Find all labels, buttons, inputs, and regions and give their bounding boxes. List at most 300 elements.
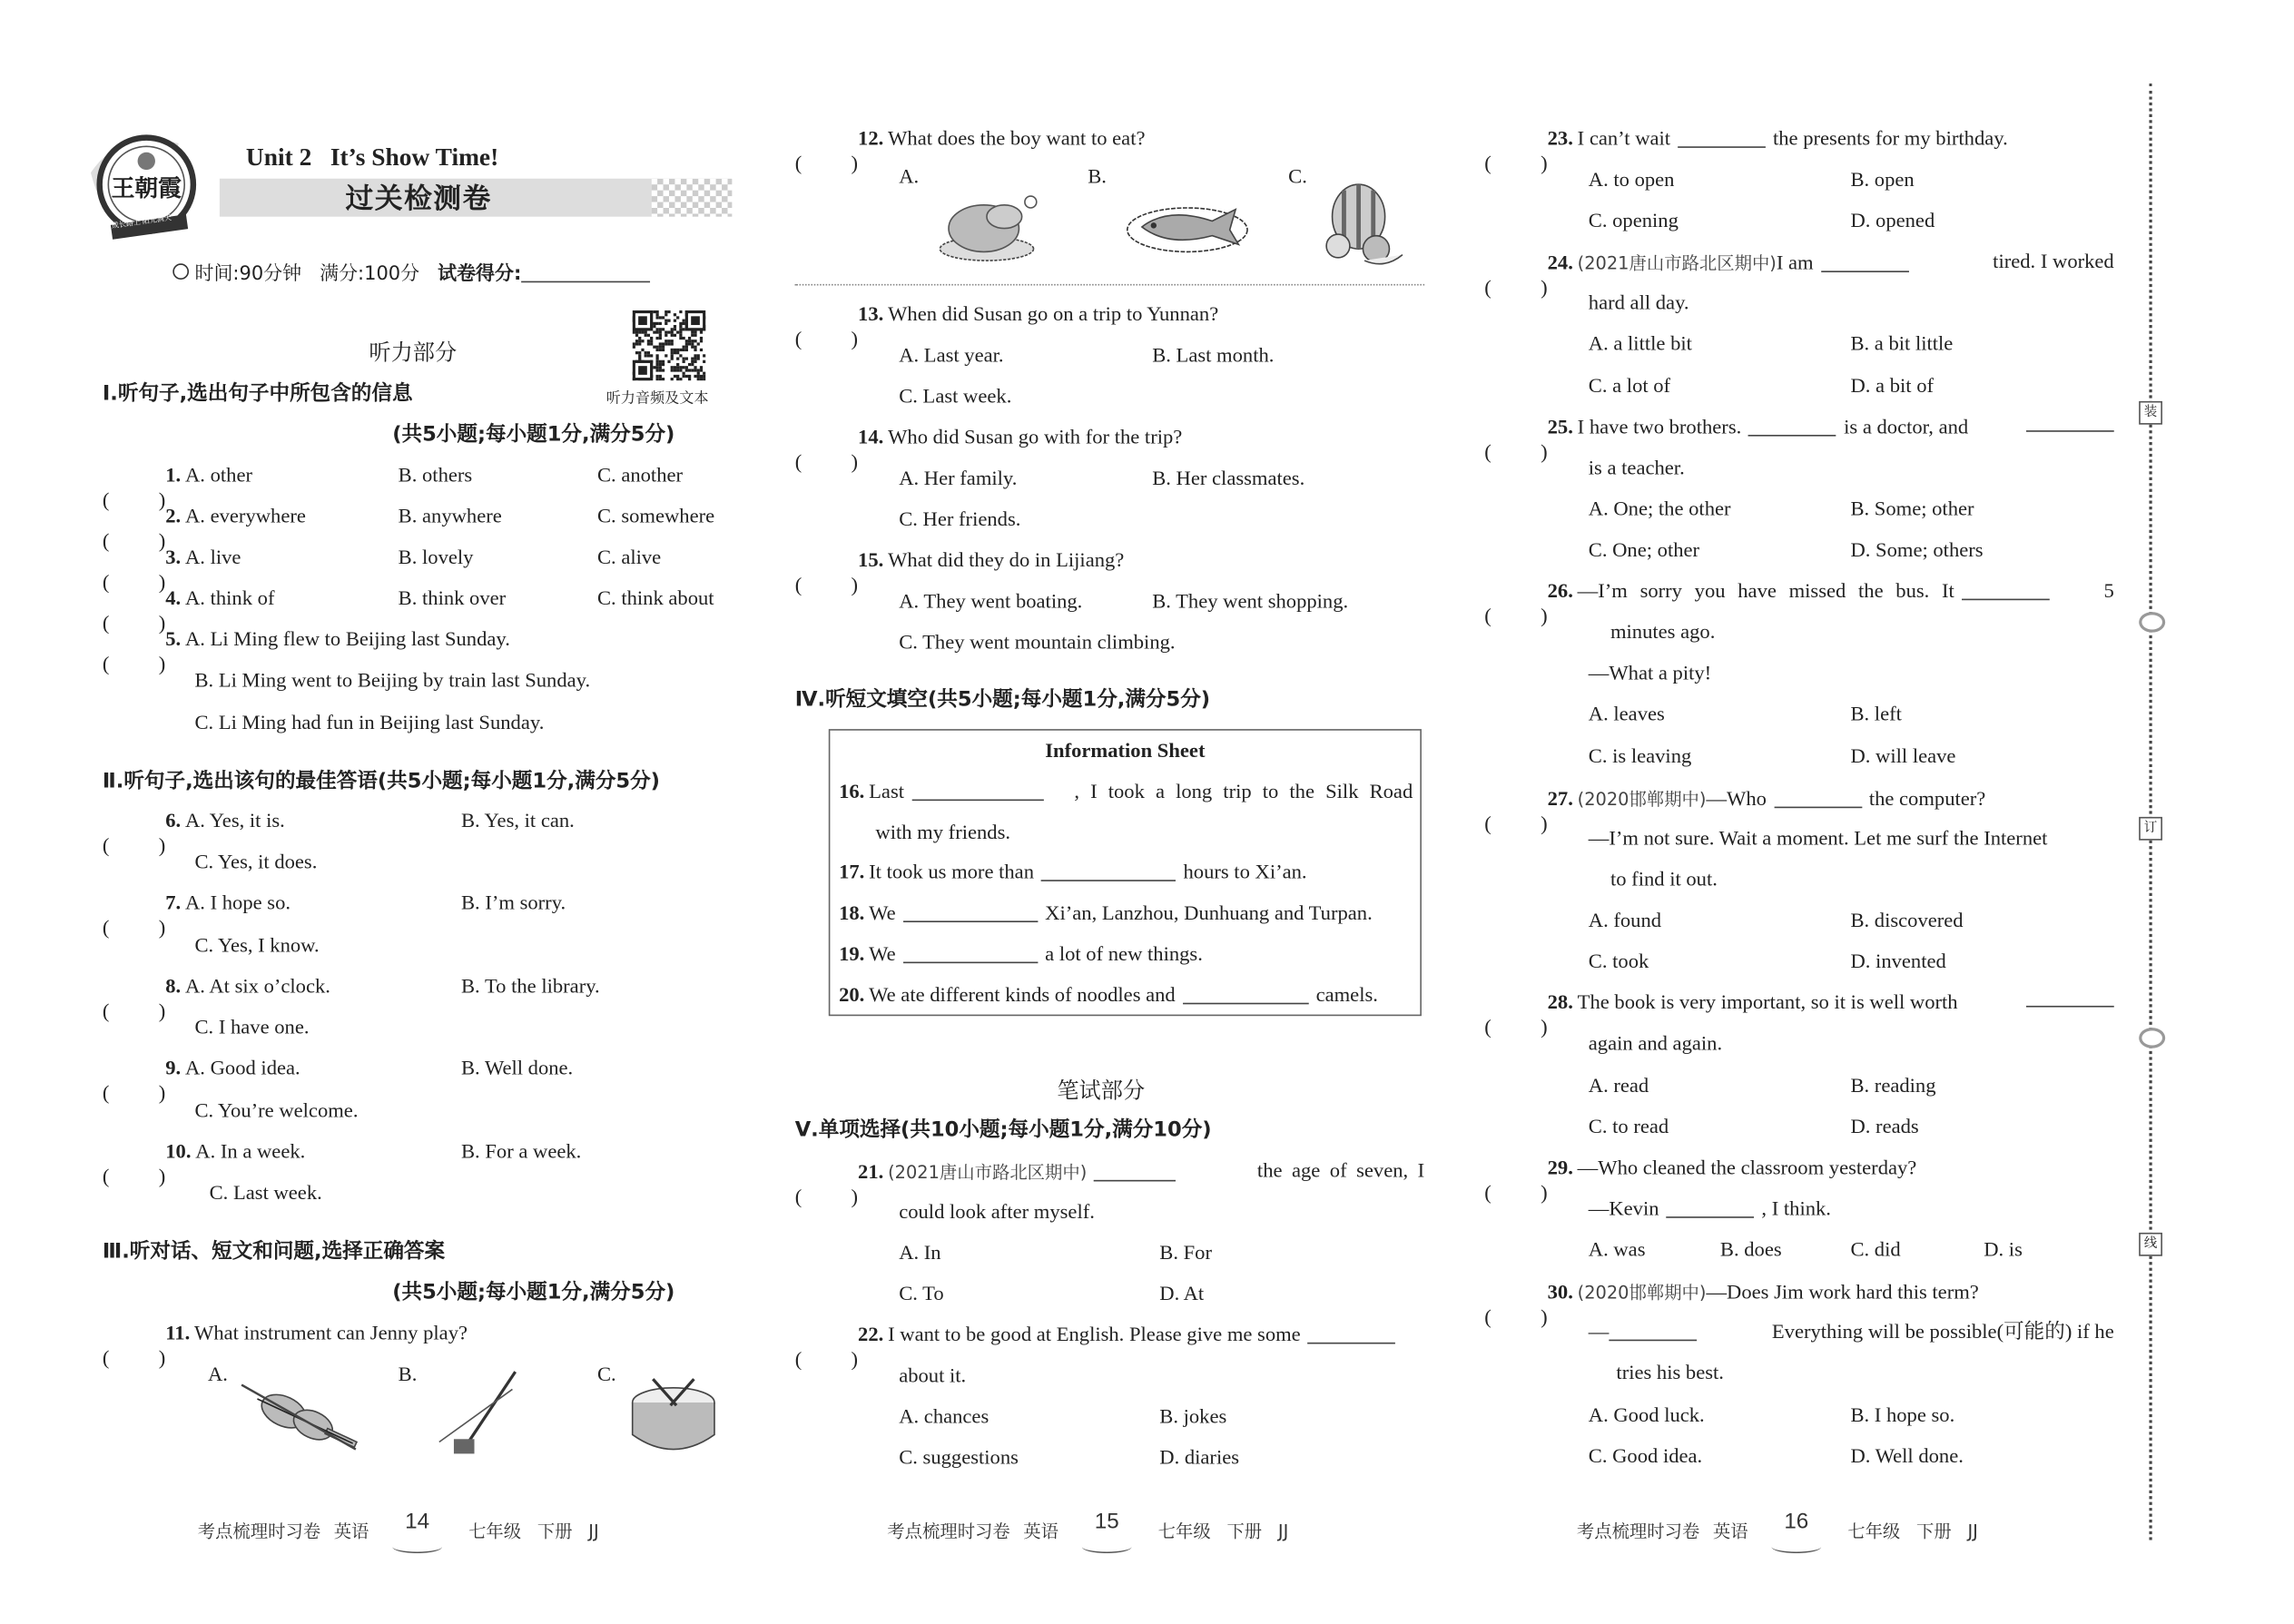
time-limit: 时间:90分钟 (194, 263, 302, 286)
blank-16 (839, 773, 1413, 814)
option-b: B. Yes, it can. (461, 811, 575, 833)
qr-module (659, 337, 662, 340)
qr-module (638, 337, 641, 340)
qr-module (647, 342, 650, 345)
answer-blank[interactable] (1774, 784, 1862, 808)
qr-module (679, 330, 682, 333)
qr-module (655, 378, 658, 380)
sentence-part: I want to be good at English. Please give me some (888, 1324, 1301, 1347)
qr-module (638, 351, 641, 354)
question-text: When did Susan go on a trip to Yunnan? (888, 304, 1219, 327)
question-3 (103, 538, 732, 579)
question-number: 15. (858, 550, 884, 573)
qr-module (655, 316, 658, 319)
question-number: 4. (165, 588, 182, 611)
answer-blank[interactable] (1962, 576, 2050, 600)
option-c: C. a lot of (1588, 376, 1671, 399)
option-a: A. found (1588, 910, 1662, 933)
option-a: A. other (185, 465, 253, 488)
qr-module (683, 322, 685, 325)
blank-19 (839, 936, 1203, 977)
dialogue-reply (1589, 1190, 1831, 1231)
qr-module (685, 369, 688, 371)
qr-module (647, 334, 650, 337)
option-a: A. I hope so. (185, 892, 291, 915)
question-number: 5. (165, 629, 182, 652)
option-d: D. is (1984, 1239, 2023, 1263)
sentence-continuation: with my friends. (875, 822, 1011, 845)
option-a: A. In (899, 1243, 941, 1265)
option-a: A. to open (1588, 170, 1675, 192)
edition: JJ (1967, 1521, 1978, 1542)
subject: 英语 (333, 1521, 369, 1542)
dialogue-reply (1589, 1314, 2114, 1354)
sentence-part: I am (1776, 252, 1814, 276)
option-b: B. I’m sorry. (461, 892, 566, 915)
qr-module (659, 334, 662, 337)
question-number: 7. (165, 892, 182, 915)
option-a: A. Li Ming flew to Beijing last Sunday. (185, 629, 510, 652)
question-number: 25. (1547, 417, 1573, 439)
qr-module (703, 360, 705, 363)
option-b-label: B. (1088, 166, 1107, 190)
qr-module (655, 369, 658, 371)
option-c: C. Yes, I know. (194, 935, 320, 958)
qr-module (694, 346, 696, 349)
sentence-continuation: hard all day. (1588, 292, 1689, 315)
sentence-part: The book is very important, so it is well worth (1577, 992, 1958, 1015)
qr-module (665, 310, 667, 313)
option-c: C. think about (596, 588, 714, 611)
option-c: C. another (596, 465, 684, 488)
qr-module (659, 330, 662, 333)
qr-module (674, 349, 676, 351)
sentence-part: Last (869, 782, 905, 804)
logo-slogan: 成长路上 阳光满天 (111, 215, 172, 231)
qr-module (655, 360, 658, 363)
sentence-part: We (869, 944, 896, 967)
qr-module (700, 337, 703, 340)
qr-module (674, 375, 676, 378)
option-a: A. Good luck. (1588, 1405, 1705, 1428)
sentence-part: tired. I worked (1993, 251, 2114, 274)
option-c: C. somewhere (596, 506, 715, 529)
qr-module (700, 366, 703, 369)
qr-module (641, 330, 644, 333)
option-b: B. Her classmates. (1152, 468, 1305, 491)
qr-module (679, 328, 682, 330)
option-c: C. One; other (1588, 540, 1700, 563)
qr-module (650, 337, 653, 340)
page-number-ornament (1082, 1540, 1132, 1554)
term: 下册 (1916, 1521, 1952, 1542)
answer-blank[interactable] (1609, 1317, 1697, 1341)
qr-module (659, 366, 662, 369)
qr-module (683, 366, 685, 369)
qr-module (665, 340, 667, 342)
qr-module (633, 330, 635, 333)
qr-module (688, 340, 691, 342)
option-a: A. In a week. (195, 1141, 306, 1165)
question-number: 3. (165, 547, 182, 570)
qr-module (650, 354, 653, 357)
qr-module (676, 363, 679, 366)
qr-module (674, 325, 676, 328)
qr-module (683, 349, 685, 351)
qr-module (700, 378, 703, 380)
sentence-continuation: tries his best. (1616, 1363, 1724, 1385)
qr-module (659, 378, 662, 380)
option-c: C. alive (596, 547, 662, 570)
option-a: A. think of (185, 588, 275, 611)
qr-module (655, 328, 658, 330)
qr-module (671, 330, 674, 333)
qr-module (635, 351, 638, 354)
option-a: A. Last year. (899, 345, 1004, 368)
sentence-part: the presents for my birthday. (1772, 128, 2008, 152)
qr-module (662, 363, 665, 366)
question-number: 14. (858, 427, 884, 450)
answer-blank[interactable] (1094, 1158, 1176, 1182)
binding-line (2149, 84, 2151, 1540)
qr-module (655, 363, 658, 366)
qr-module (671, 354, 674, 357)
question-number: 13. (858, 304, 884, 327)
edition: JJ (1277, 1521, 1289, 1542)
binding-emblem-icon (2139, 1028, 2165, 1048)
qr-module (633, 346, 635, 349)
answer-blank[interactable] (903, 940, 1038, 963)
qr-module (683, 372, 685, 375)
qr-module (685, 346, 688, 349)
qr-module (665, 342, 667, 345)
section-3-points: (共5小题;每小题1分,满分5分) (392, 1281, 675, 1304)
sheet-title: Information Sheet (1045, 741, 1206, 763)
qr-module (676, 369, 679, 371)
sentence-part: Everything will be possible(可能的) if he (1771, 1322, 2114, 1344)
question-text: Who did Susan go with for the trip? (888, 427, 1183, 450)
qr-module (662, 316, 665, 319)
option-a: A. was (1588, 1239, 1646, 1263)
page-number-ornament (1771, 1540, 1821, 1554)
qr-module (691, 363, 694, 366)
qr-module (659, 349, 662, 351)
qr-module (688, 375, 691, 378)
qr-module (679, 322, 682, 325)
question-26 (1484, 573, 2113, 614)
blank-20 (839, 977, 1378, 1018)
qr-module (671, 349, 674, 351)
qr-module (638, 330, 641, 333)
qr-module (674, 369, 676, 371)
qr-module (655, 375, 658, 378)
qr-module (676, 357, 679, 359)
qr-module (635, 340, 638, 342)
option-d: D. Well done. (1850, 1446, 1964, 1469)
book-name: 考点梳理时习卷 (1576, 1521, 1700, 1542)
option-a: A. leaves (1588, 704, 1665, 726)
page-number: 16 (1784, 1509, 1809, 1535)
brand-logo (91, 129, 211, 246)
question-number: 12. (858, 128, 884, 152)
qr-module (688, 342, 691, 345)
qr-module (694, 357, 696, 359)
answer-blank[interactable] (1667, 1195, 1755, 1218)
qr-module (697, 357, 700, 359)
option-c: C. to read (1588, 1117, 1669, 1139)
question-number: 16. (839, 782, 865, 804)
qr-module (683, 360, 685, 363)
qr-caption: 听力音频及文本 (605, 390, 709, 408)
sentence-part: —Who cleaned the classroom yesterday? (1577, 1157, 1917, 1180)
option-c: C. opening (1588, 211, 1679, 233)
question-8 (103, 968, 732, 1009)
qr-module (662, 328, 665, 330)
grade: 七年级 (468, 1521, 522, 1542)
page-number-ornament (392, 1540, 442, 1554)
qr-module (676, 316, 679, 319)
answer-blank[interactable] (1308, 1321, 1396, 1344)
qr-module (638, 342, 641, 345)
option-c: C. Good idea. (1588, 1446, 1703, 1469)
qr-module (659, 360, 662, 363)
option-c: C. Her friends. (899, 509, 1021, 532)
qr-module (685, 340, 688, 342)
question-number: 23. (1547, 128, 1573, 152)
qr-module (700, 340, 703, 342)
sentence-continuation: could look after myself. (899, 1202, 1095, 1225)
qr-module (691, 360, 694, 363)
question-28 (1484, 984, 2113, 1025)
qr-module (694, 354, 696, 357)
qr-module (653, 330, 655, 333)
option-b: B. For (1159, 1243, 1212, 1265)
qr-module (655, 357, 658, 359)
answer-blank[interactable] (903, 899, 1038, 922)
qr-module (662, 346, 665, 349)
sentence-continuation: again and again. (1588, 1033, 1723, 1056)
qr-module (667, 310, 670, 313)
option-a: A. live (185, 547, 241, 570)
qr-module (685, 357, 688, 359)
binding-emblem-icon (2139, 612, 2165, 633)
option-d: D. reads (1850, 1117, 1919, 1139)
qr-module (667, 340, 670, 342)
qr-module (703, 375, 705, 378)
option-d: D. At (1159, 1284, 1205, 1306)
qr-module (645, 354, 647, 357)
option-d: D. invented (1850, 951, 1946, 974)
option-b-label: B. (398, 1364, 418, 1387)
question-6 (103, 802, 732, 843)
qr-module (694, 366, 696, 369)
option-a: A. chances (899, 1406, 989, 1429)
qr-module (683, 375, 685, 378)
book-name: 考点梳理时习卷 (197, 1521, 321, 1542)
qr-module (674, 328, 676, 330)
sentence-part: Xi’an, Lanzhou, Dunhuang and Turpan. (1045, 903, 1373, 926)
option-b: B. They went shopping. (1152, 591, 1349, 614)
qr-module (655, 366, 658, 369)
binding-label: 线 (2139, 1233, 2162, 1256)
question-30 (1484, 1272, 1979, 1313)
option-c: C. You’re welcome. (194, 1100, 359, 1123)
option-c: C. suggestions (899, 1447, 1019, 1471)
answer-blank[interactable] (1678, 124, 1766, 148)
score-input[interactable] (521, 259, 650, 282)
option-c: C. Yes, it does. (194, 851, 318, 874)
qr-module (685, 342, 688, 345)
question-13 (795, 296, 1219, 337)
qr-module (688, 337, 691, 340)
option-c: C. Li Ming had fun in Beijing last Sunday. (194, 713, 545, 735)
question-number: 9. (165, 1058, 182, 1081)
option-c: C. Last week. (209, 1183, 322, 1206)
sentence-continuation: about it. (899, 1365, 967, 1388)
qr-module (647, 340, 650, 342)
qr-module (685, 375, 688, 378)
option-b: B. think over (398, 588, 507, 611)
qr-module (683, 320, 685, 322)
qr-module (671, 342, 674, 345)
qr-module (655, 346, 658, 349)
answer-blank[interactable] (1041, 858, 1176, 881)
qr-module (665, 313, 667, 316)
qr-module (655, 354, 658, 357)
qr-module (679, 310, 682, 313)
question-21 (795, 1152, 1424, 1193)
qr-module (679, 369, 682, 371)
question-27 (1484, 779, 1985, 820)
logo-text: 王朝霞 (111, 173, 182, 202)
sentence-continuation: to find it out. (1610, 869, 1718, 892)
unit-title: It’s Show Time! (330, 143, 499, 172)
qr-module (671, 369, 674, 371)
binding-label: 订 (2139, 817, 2162, 841)
qr-module (667, 320, 670, 322)
qr-module (645, 330, 647, 333)
qr-module (691, 342, 694, 345)
option-b: B. To the library. (461, 976, 600, 999)
qr-module (655, 330, 658, 333)
qr-module (659, 369, 662, 371)
edition: JJ (588, 1521, 599, 1542)
qr-module (691, 340, 694, 342)
qr-module (691, 334, 694, 337)
qr-module (679, 325, 682, 328)
option-b: B. I hope so. (1850, 1405, 1955, 1428)
erhu-image (428, 1369, 530, 1460)
qr-finder-center (638, 366, 647, 375)
roast-chicken-image (937, 191, 1045, 264)
option-c: C. They went mountain climbing. (899, 632, 1176, 655)
question-number: 30. (1547, 1282, 1573, 1304)
sentence-part: , I took a long trip to the Silk Road (1074, 782, 1413, 804)
option-d: D. a bit of (1850, 376, 1934, 399)
qr-module (645, 351, 647, 354)
sentence-part: — (1588, 1322, 1610, 1344)
qr-module (683, 346, 685, 349)
option-c: C. took (1588, 951, 1649, 974)
violin-image (239, 1376, 368, 1462)
question-1 (103, 457, 732, 497)
section-2-title: Ⅱ.听句子,选出该句的最佳答语(共5小题;每小题1分,满分5分) (102, 770, 661, 794)
answer-blank[interactable] (1748, 413, 1836, 437)
option-a: A. One; the other (1588, 498, 1731, 522)
qr-module (683, 337, 685, 340)
sentence-part: 5 (2103, 581, 2114, 604)
qr-module (691, 330, 694, 333)
qr-code[interactable] (633, 310, 706, 380)
qr-module (671, 340, 674, 342)
writing-heading: 笔试部分 (1057, 1077, 1146, 1104)
option-d: D. diaries (1159, 1447, 1240, 1471)
book-name: 考点梳理时习卷 (887, 1521, 1010, 1542)
qr-module (638, 354, 641, 357)
section-1-points: (共5小题;每小题1分,满分5分) (392, 423, 675, 447)
question-number: 11. (165, 1323, 191, 1346)
subject: 英语 (1023, 1521, 1059, 1542)
qr-module (685, 349, 688, 351)
question-22 (795, 1316, 1424, 1357)
question-number: 1. (165, 465, 182, 488)
qr-module (676, 378, 679, 380)
answer-blank[interactable] (2026, 984, 2114, 1008)
answer-blank[interactable] (1183, 981, 1309, 1005)
qr-module (679, 337, 682, 340)
exam-info (172, 255, 650, 296)
dialogue-reply: —What a pity! (1588, 663, 1712, 685)
question-11 (103, 1314, 468, 1355)
qr-module (671, 357, 674, 359)
qr-module (674, 320, 676, 322)
question-text: What instrument can Jenny play? (194, 1323, 468, 1346)
qr-module (697, 372, 700, 375)
qr-module (679, 366, 682, 369)
answer-blank[interactable] (911, 777, 1043, 801)
qr-module (691, 369, 694, 371)
question-number: 29. (1547, 1157, 1573, 1180)
qr-module (700, 330, 703, 333)
question-source: (2021唐山市路北区期中) (1577, 252, 1777, 274)
qr-module (659, 375, 662, 378)
qr-module (694, 334, 696, 337)
qr-module (697, 369, 700, 371)
answer-blank[interactable] (1821, 249, 1909, 272)
question-number: 6. (165, 811, 182, 833)
qr-module (665, 320, 667, 322)
question-10 (103, 1133, 732, 1174)
qr-module (655, 310, 658, 313)
answer-blank[interactable] (2026, 408, 2114, 432)
sentence-part: I can’t wait (1577, 128, 1671, 152)
question-number: 17. (839, 861, 865, 885)
full-score: 满分:100分 (320, 263, 420, 286)
qr-module (700, 375, 703, 378)
option-b: B. does (1719, 1239, 1782, 1263)
option-b: B. left (1850, 704, 1902, 726)
option-d: D. Some; others (1850, 540, 1984, 563)
qr-module (638, 357, 641, 359)
qr-module (688, 369, 691, 371)
section-5-title: Ⅴ.单项选择(共10小题;每小题1分,满分10分) (794, 1118, 1212, 1142)
question-29 (1484, 1149, 1916, 1190)
section-4-title: Ⅳ.听短文填空(共5小题;每小题1分,满分5分) (794, 687, 1211, 712)
qr-module (691, 357, 694, 359)
qr-module (697, 354, 700, 357)
grade: 七年级 (1847, 1521, 1901, 1542)
qr-module (674, 334, 676, 337)
